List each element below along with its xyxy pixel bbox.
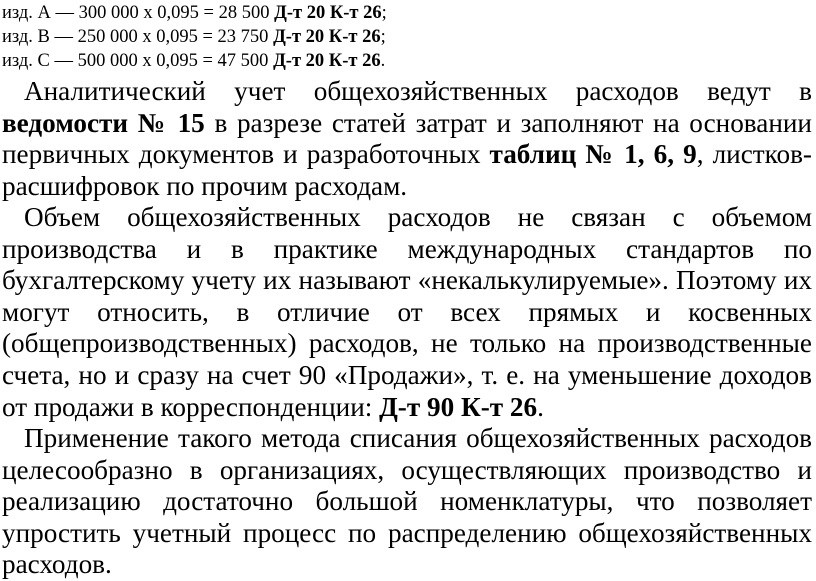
para-text: в разрезе статей затрат и заполняют на основании первичных документов и разработочных	[2, 107, 812, 170]
paragraph-method-application	[2, 423, 812, 581]
para-bold: Д-т 90 К-т 26	[379, 391, 538, 422]
calc-line-a	[2, 2, 387, 24]
calc-punct: .	[380, 51, 386, 71]
paragraph-analytic-accounting	[2, 76, 812, 202]
paragraph-overhead-volume	[2, 202, 812, 423]
para-text: .	[537, 391, 544, 422]
calc-line-c	[2, 50, 385, 72]
calc-entry: Д-т 20 К-т 26	[274, 3, 382, 23]
calc-text: изд. С — 500 000 х 0,095 = 47 500	[2, 51, 274, 71]
calc-text: изд. А — 300 000 х 0,095 = 28 500	[2, 3, 275, 23]
para-text: Объем общехозяйственных расходов не связан с объемом производства и в практике международных стандартов по бухгалтерскому учету их называют «некалькулируемые». Поэтому их могут относить, в отличие от всех прямых и косвенных (общепроизводственных) расходов, не только на производственные счета, но и сразу на счет 90 «Продажи», т. е. на уменьшение доходов от продажи в корреспонденции:	[2, 202, 812, 422]
calc-punct: ;	[380, 27, 386, 47]
para-bold: ведомости № 15	[2, 107, 205, 138]
calc-text: изд. В — 250 000 х 0,095 = 23 750	[2, 27, 274, 47]
para-text: Аналитический учет общехозяйственных расходов ведут в	[24, 76, 812, 106]
calc-entry: Д-т 20 К-т 26	[273, 27, 381, 47]
calc-line-b	[2, 26, 386, 48]
para-bold: таблиц № 1, 6, 9	[489, 139, 697, 170]
para-text: Применение такого метода списания общехозяйственных расходов целесообразно в организациях, осуществляющих производство и реализацию достаточно большой номенклатуры, что позволяет упростить учетный процесс по распределению общехозяйственных расходов.	[2, 423, 812, 580]
para-text: , листков-расшифровок по прочим расходам.	[2, 139, 812, 201]
calc-punct: ;	[381, 3, 387, 23]
calc-entry: Д-т 20 К-т 26	[273, 51, 381, 71]
